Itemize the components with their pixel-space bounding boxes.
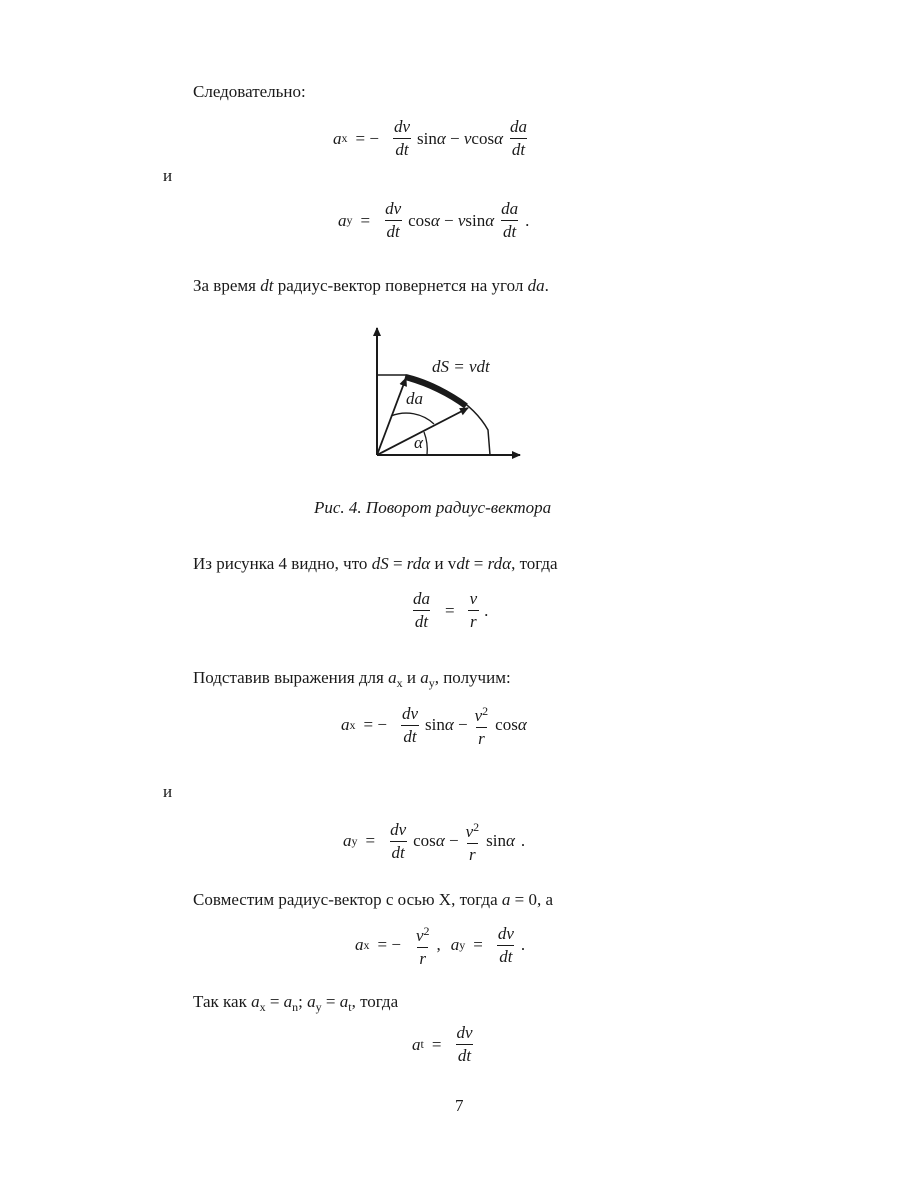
equation-ax-1: a x = − $\frac{dv}{dt}$ sinα − vcosα $\frac{da}{dt}$: [333, 117, 528, 159]
equation-da-dt: $\frac{da}{dt}$ = $\frac{v}{r}$ .: [413, 589, 489, 631]
conjunction-1: и: [163, 166, 173, 185]
label-ds: dS = vdt: [432, 357, 490, 376]
equation-ax-ay: a x = − $\frac{v^2}{r}$ , a y = $\frac{dv}{dt}$ .: [355, 923, 526, 968]
text-line-1: Следовательно:: [193, 82, 306, 101]
equation-at: a t = $\frac{dv}{dt}$: [412, 1023, 473, 1065]
equation-ay-2: a y = $\frac{dv}{dt}$ cosα − $\frac{v^2}{r}$ sinα .: [343, 819, 526, 864]
rotation-figure: [360, 318, 540, 468]
label-alpha: α: [414, 433, 423, 452]
figure-caption: Рис. 4. Поворот радиус-вектора: [314, 498, 552, 517]
text-line-4: Из рисунка 4 видно, что dS = rdα и vdt = rdα, тогда: [193, 554, 558, 573]
text-line-3: За время dt радиус-вектор повернется на угол da.: [193, 276, 549, 295]
equation-ax-2: a x = − $\frac{dv}{dt}$ sinα − $\frac{v^2}{r}$ cosα: [341, 703, 527, 748]
text-line-8: Так как $a_x = a_n$; $a_y = a_t$, тогда: [193, 992, 399, 1014]
equation-ay-1: a y = $\frac{dv}{dt}$ cosα − vsinα $\frac{da}{dt}$ .: [338, 199, 530, 241]
text-line-7: Совместим радиус-вектор с осью X, тогда a = 0, а: [193, 890, 554, 909]
angle-arc-da: [391, 413, 434, 424]
label-da: da: [406, 389, 423, 408]
conjunction-2: и: [163, 782, 173, 801]
angle-arc-alpha: [424, 432, 427, 455]
text-line-5: Подставив выражения для $a_x$ и $a_y$, получим:: [193, 668, 511, 690]
page-number: 7: [455, 1096, 464, 1115]
